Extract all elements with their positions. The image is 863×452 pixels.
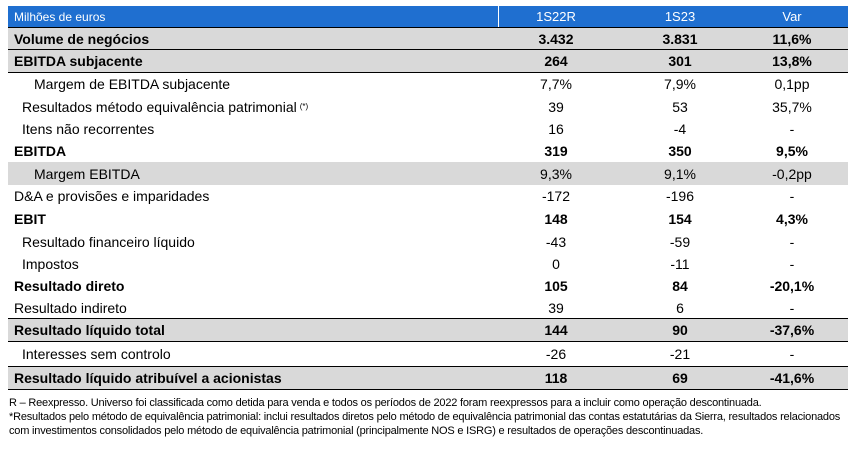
value-period-2: 69 (672, 370, 688, 386)
row-label-text: Impostos (22, 256, 79, 272)
row-label-text: Resultado indireto (14, 299, 127, 316)
table-row (8, 318, 848, 342)
value-period-2: -196 (665, 188, 695, 204)
value-period-2: 84 (672, 278, 688, 294)
row-label (22, 230, 492, 253)
value-variation: - (789, 299, 795, 316)
value-period-2: 3.831 (662, 30, 698, 47)
value-period-2: 154 (668, 210, 692, 227)
value-period-2: 9,1% (664, 165, 696, 182)
value-period-1: 148 (544, 210, 568, 227)
value-variation: -37,6% (769, 322, 815, 338)
table-row (8, 27, 848, 50)
value-variation: - (789, 188, 795, 204)
value-period-2: -4 (673, 121, 687, 137)
row-label (14, 185, 484, 207)
table-row (8, 73, 848, 95)
header-label: Milhões de euros (14, 9, 106, 24)
value-period-1: 3.432 (538, 30, 574, 47)
table-row (8, 118, 848, 140)
header-variation: Var (782, 9, 802, 24)
financial-table (8, 6, 848, 390)
footnotes (9, 396, 854, 438)
value-variation: - (789, 121, 795, 137)
value-variation: 4,3% (776, 210, 808, 227)
value-period-2: 350 (668, 143, 692, 159)
row-label-text: Interesses sem controlo (22, 346, 171, 362)
value-variation: - (789, 346, 795, 362)
footnote-equity-method: *Resultados pelo método de equivalência patrimonial: inclui resultados diretos pelo método de equivalência patrimonial das contas estatutárias da Sierra, resultados relacionados com investimentos consolidados pelo método de equivalência patrimonial (principalmente NOS e ISRG) e resultados de operações descontinuadas. (9, 411, 841, 437)
row-label-text: EBITDA (14, 143, 67, 159)
value-period-1: 9,3% (540, 165, 572, 182)
value-period-1: 39 (548, 299, 564, 316)
table-header (8, 6, 848, 27)
value-variation: -0,2pp (772, 165, 812, 182)
value-variation: 9,5% (776, 143, 808, 159)
row-label (22, 342, 492, 366)
row-label (14, 140, 484, 162)
table-row (8, 297, 848, 318)
value-variation: 35,7% (772, 98, 812, 115)
value-period-2: 90 (672, 322, 688, 338)
row-label-text: EBIT (14, 210, 46, 227)
row-label-text: Resultado financeiro líquido (22, 233, 195, 250)
value-period-1: -26 (545, 346, 567, 362)
table-row (8, 230, 848, 253)
value-variation: 11,6% (772, 30, 812, 47)
table-row (8, 185, 848, 207)
table-row (8, 253, 848, 275)
value-variation: -20,1% (769, 278, 815, 294)
footnote-marker: (*) (299, 102, 309, 111)
value-variation: - (789, 256, 795, 272)
row-label (14, 28, 484, 49)
row-label (14, 367, 484, 389)
value-period-2: 7,9% (664, 76, 696, 92)
row-label (14, 50, 484, 72)
row-label-text: Resultado líquido total (14, 322, 165, 338)
row-label (14, 297, 484, 318)
row-label (14, 275, 484, 297)
value-period-1: -43 (545, 233, 567, 250)
value-period-2: -59 (669, 233, 691, 250)
value-period-1: 7,7% (540, 76, 572, 92)
table-row (8, 50, 848, 73)
value-variation: 13,8% (772, 53, 812, 69)
value-period-1: 118 (544, 370, 568, 386)
row-label (22, 253, 492, 275)
table-row (8, 95, 848, 118)
value-period-1: 105 (544, 278, 568, 294)
value-period-1: 0 (552, 256, 560, 272)
value-period-1: 264 (544, 53, 568, 69)
value-period-2: 6 (676, 299, 684, 316)
row-label-text: D&A e provisões e imparidades (14, 188, 210, 204)
value-variation: 0,1pp (774, 76, 810, 92)
row-label-text: Resultado direto (14, 278, 125, 294)
header-period-2: 1S23 (664, 9, 696, 24)
footnote-restated: R – Reexpresso. Universo foi classificada como detida para venda e todos os períodos de 2022 foram reexpressos para a incluir como operação descontinuada. (9, 397, 762, 409)
table-row (8, 140, 848, 162)
header-period-1: 1S22R (536, 9, 576, 24)
value-period-1: 319 (544, 143, 568, 159)
row-label-text: Resultado líquido atribuível a acionistas (14, 370, 282, 386)
value-period-2: 53 (672, 98, 688, 115)
row-label-text: Itens não recorrentes (22, 121, 155, 137)
row-label-text: EBITDA subjacente (14, 53, 143, 69)
value-variation: -41,6% (769, 370, 815, 386)
row-label (34, 73, 504, 95)
table-body (8, 27, 848, 390)
table-row (8, 366, 848, 390)
value-period-1: -172 (541, 188, 571, 204)
value-variation: - (789, 233, 795, 250)
row-label (22, 95, 492, 118)
table-row (8, 207, 848, 230)
table-row (8, 275, 848, 297)
value-period-2: -21 (669, 346, 691, 362)
value-period-1: 39 (548, 98, 564, 115)
row-label (14, 319, 484, 341)
row-label-text: Margem de EBITDA subjacente (34, 76, 231, 92)
row-label (34, 162, 504, 185)
value-period-2: 301 (668, 53, 692, 69)
value-period-2: -11 (670, 256, 690, 272)
row-label-text: Resultados método equivalência patrimonial (22, 98, 297, 115)
row-label-text: Volume de negócios (14, 30, 150, 47)
table-row (8, 162, 848, 185)
value-period-1: 16 (548, 121, 564, 137)
table-row (8, 342, 848, 366)
row-label (22, 118, 492, 140)
row-label (14, 207, 484, 230)
value-period-1: 144 (544, 322, 568, 338)
row-label-text: Margem EBITDA (34, 165, 140, 182)
